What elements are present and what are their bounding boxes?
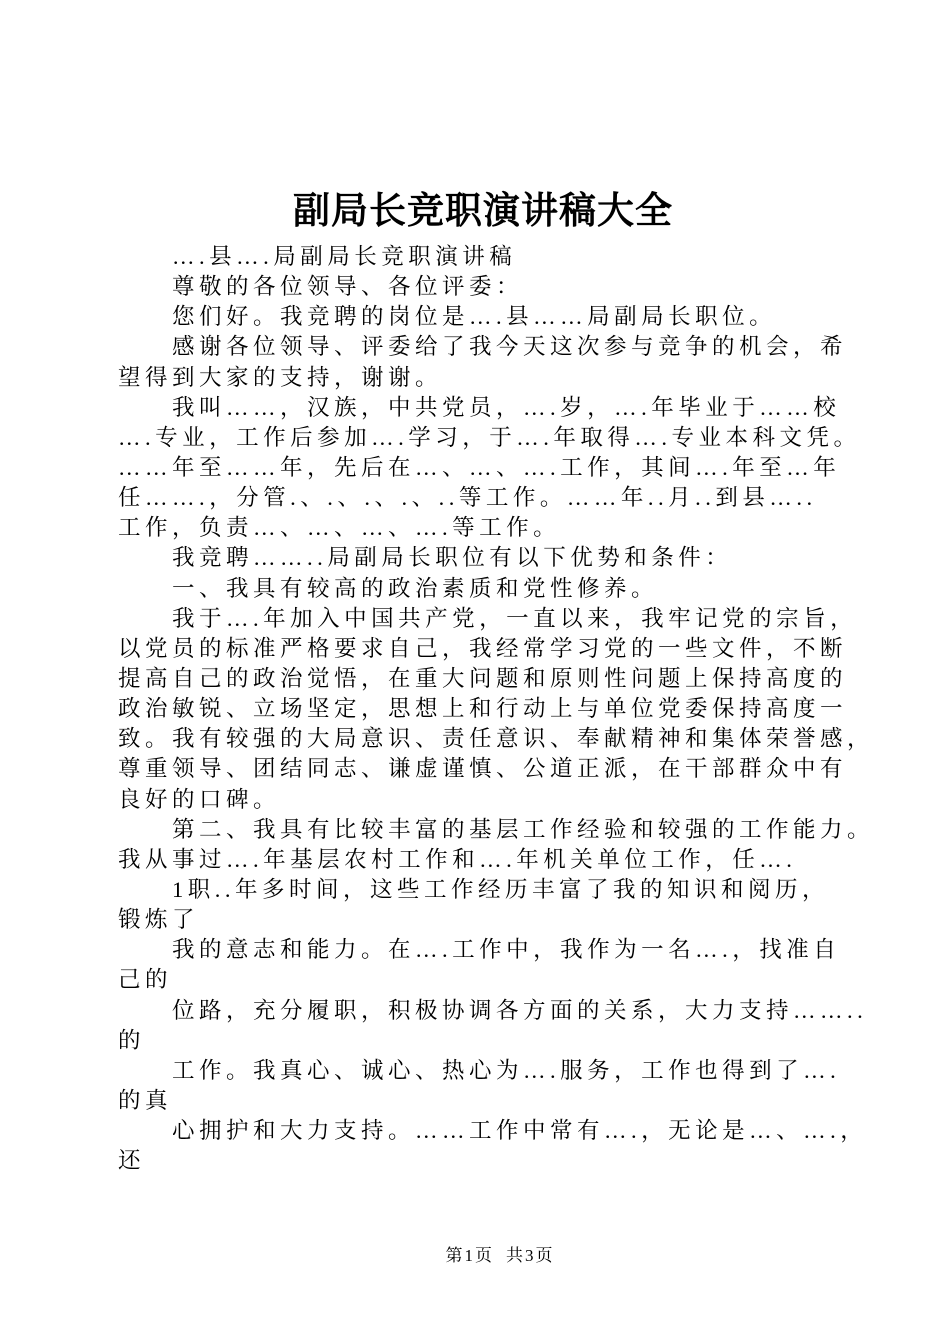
footer-current-page: 第1页: [445, 1246, 494, 1265]
text-line: 尊敬的各位领导、各位评委：: [118, 274, 524, 300]
text-line: 第二、我具有比较丰富的基层工作经验和较强的工作能力。: [118, 816, 875, 842]
text-line: 任…….，分管.、.、.、.、..等工作。……年..月..到县…..: [118, 485, 817, 511]
document-title: 副局长竞职演讲稿大全: [293, 191, 673, 232]
text-line: 的: [118, 1027, 146, 1053]
text-line: 1职..年多时间，这些工作经历丰富了我的知识和阅历，: [118, 876, 830, 902]
text-line: 政治敏锐、立场坚定，思想上和行动上与单位党委保持高度一: [118, 696, 848, 722]
text-line: 我叫……，汉族，中共党员，….岁，….年毕业于……校: [118, 394, 841, 420]
text-line: 心拥护和大力支持。……工作中常有….，无论是…、….，: [118, 1118, 868, 1144]
page-footer: [25, 1241, 950, 1266]
text-line: 位路，充分履职，积极协调各方面的关系，大力支持……..: [118, 997, 868, 1023]
text-line: ……年至……年，先后在…、…、….工作，其间….年至…年: [118, 454, 841, 480]
text-line: ….专业，工作后参加….学习，于….年取得….专业本科文凭。: [118, 424, 861, 450]
text-line: 我的意志和能力。在….工作中，我作为一名….，找准自: [118, 937, 841, 963]
text-line: 望得到大家的支持，谢谢。: [118, 364, 443, 390]
text-line: 以党员的标准严格要求自己，我经常学习党的一些文件，不断: [118, 635, 848, 661]
text-line: 锻炼了: [118, 907, 200, 933]
text-line: 感谢各位领导、评委给了我今天这次参与竞争的机会，希: [118, 334, 848, 360]
text-line: 致。我有较强的大局意识、责任意识、奉献精神和集体荣誉感，: [118, 726, 875, 752]
text-line: 我从事过….年基层农村工作和….年机关单位工作，任….: [118, 846, 797, 872]
text-line: 您们好。我竞聘的岗位是….县……局副局长职位。: [118, 304, 777, 330]
text-line: 良好的口碑。: [118, 786, 281, 812]
text-line: 还: [118, 1148, 146, 1174]
text-line: 一、我具有较高的政治素质和党性修养。: [118, 575, 659, 601]
text-line: 我竞聘……..局副局长职位有以下优势和条件：: [118, 545, 733, 571]
text-line: 我于….年加入中国共产党，一直以来，我牢记党的宗旨，: [118, 605, 858, 631]
text-line: 工作，负责…、…、…、….等工作。: [118, 515, 561, 541]
footer-total-pages: 共3页: [506, 1246, 555, 1265]
text-line: 尊重领导、团结同志、谦虚谨慎、公道正派，在干部群众中有: [118, 756, 848, 782]
text-line: 提高自己的政治觉悟，在重大问题和原则性问题上保持高度的: [118, 665, 848, 691]
text-line: 工作。我真心、诚心、热心为….服务，工作也得到了….: [118, 1057, 841, 1083]
text-line: 己的: [118, 967, 173, 993]
text-line: 的真: [118, 1087, 173, 1113]
text-line: ….县….局副局长竞职演讲稿: [118, 244, 517, 269]
document-body: [118, 242, 878, 1176]
